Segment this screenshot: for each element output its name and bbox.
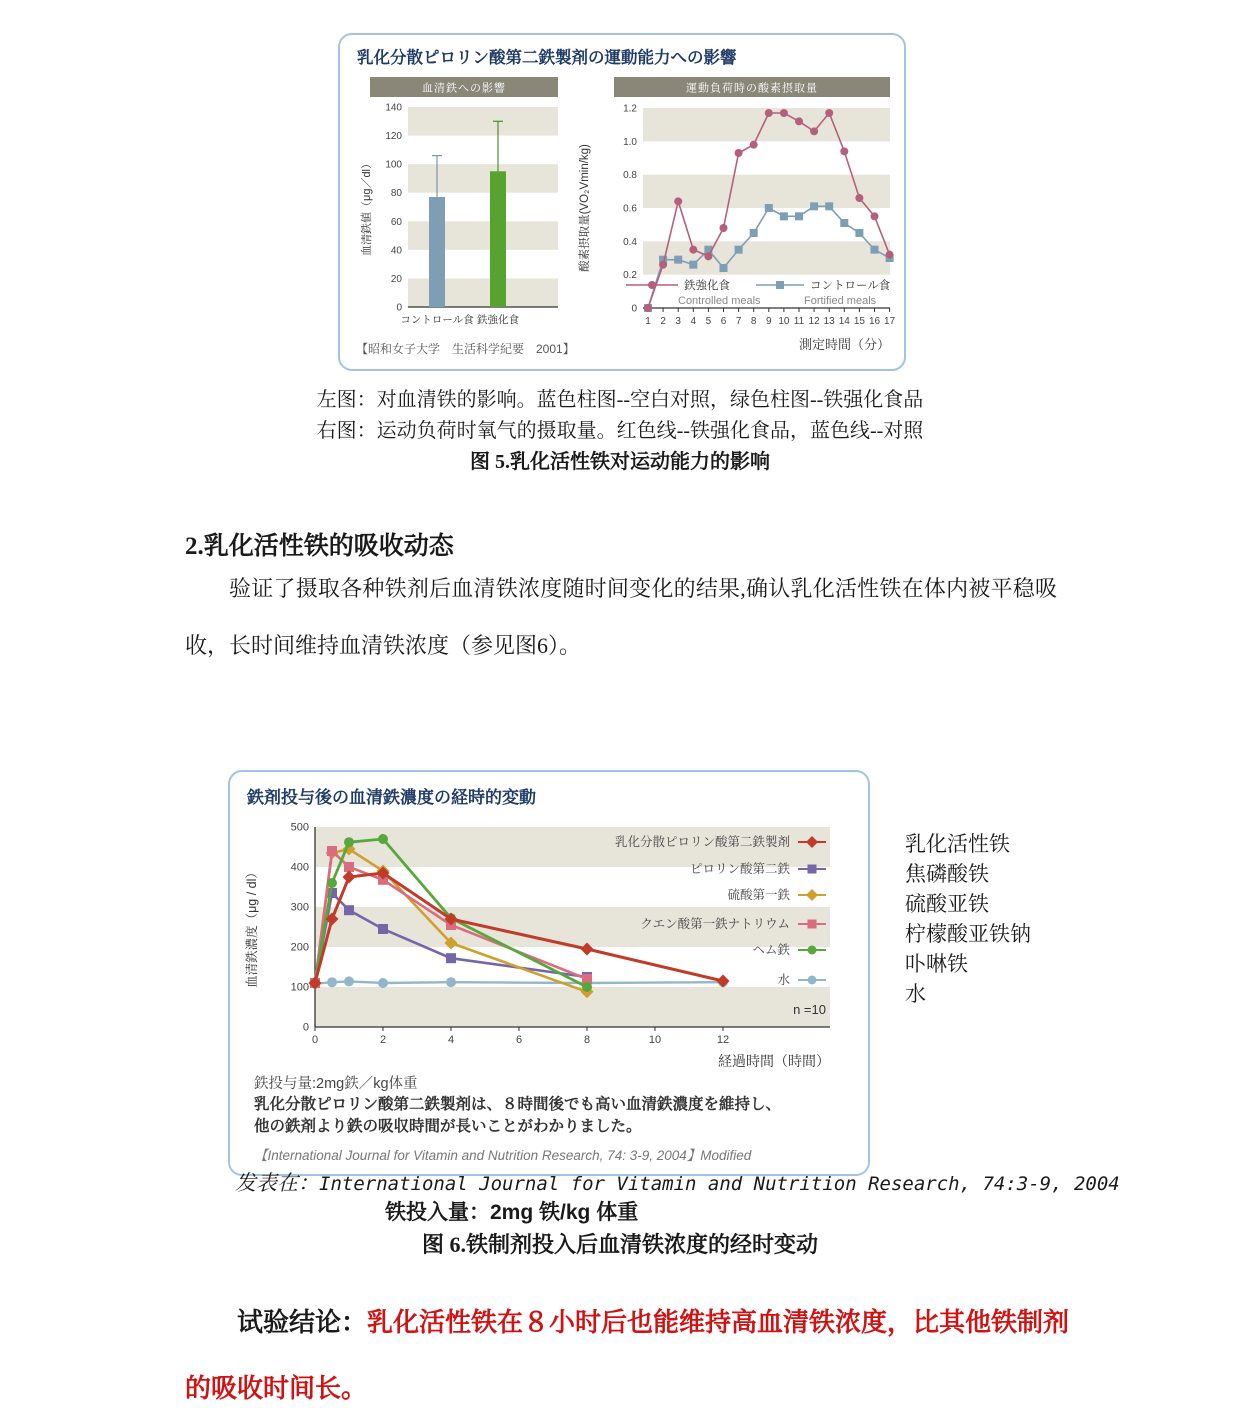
svg-text:100: 100	[290, 981, 309, 994]
svg-text:5: 5	[705, 316, 712, 327]
svg-text:0: 0	[396, 302, 402, 314]
svg-text:Fortified meals: Fortified meals	[804, 295, 877, 307]
figure5-source: 【昭和女子大学 生活科学紀要 2001】	[356, 342, 575, 356]
legend-translation-item: 乳化活性铁	[905, 832, 1010, 856]
legend-translation-item: 硫酸亚铁	[905, 892, 989, 916]
svg-text:0: 0	[311, 1034, 319, 1046]
journal-reference: International Journal for Vitamin and Nutrition Research, 74:3-9, 2004	[319, 1173, 1120, 1195]
svg-text:0.4: 0.4	[623, 236, 637, 248]
svg-text:血清鉄濃度（μg / dl）: 血清鉄濃度（μg / dl）	[245, 866, 259, 988]
svg-text:経過時間（時間）: 経過時間（時間）	[718, 1053, 830, 1069]
svg-text:1: 1	[645, 316, 651, 327]
fig5-oxygen-uptake-line-chart	[566, 77, 898, 359]
svg-text:8: 8	[750, 316, 757, 327]
svg-text:60: 60	[390, 216, 402, 228]
figure5-title: 乳化分散ピロリン酸第二鉄製剤の運動能力への影響	[357, 49, 737, 67]
svg-text:100: 100	[385, 159, 402, 171]
figure6-dose-note: 鉄投与量:2mg鉄／kg体重	[254, 1076, 418, 1092]
figure5-panel	[338, 33, 906, 371]
svg-text:140: 140	[385, 102, 402, 114]
svg-text:乳化分散ピロリン酸第二鉄製剤: 乳化分散ピロリン酸第二鉄製剤	[614, 835, 790, 849]
svg-text:1.2: 1.2	[623, 103, 637, 115]
legend-translation-item: 水	[905, 982, 926, 1006]
svg-text:200: 200	[290, 941, 309, 954]
svg-text:11: 11	[793, 316, 805, 327]
body-paragraph: 验证了摄取各种铁剂后血清铁浓度随时间变化的结果,确认乳化活性铁在体内被平稳吸收，长时间维持血清铁浓度（参见图6）。	[185, 576, 1057, 658]
figure6-note-line2: 他の鉄剤より鉄の吸収時間が長いことがわかりました。	[254, 1118, 642, 1135]
svg-text:16: 16	[868, 316, 881, 327]
figure6-source: 【International Journal for Vitamin and Nutrition Research, 74: 3-9, 2004】Modified	[254, 1148, 752, 1163]
svg-text:8: 8	[583, 1034, 591, 1046]
svg-text:20: 20	[390, 273, 402, 285]
published-in-line	[235, 1167, 1120, 1197]
svg-text:血清鉄への影響: 血清鉄への影響	[422, 82, 506, 95]
legend-translation-item: 柠檬酸亚铁钠	[905, 922, 1031, 946]
svg-text:12: 12	[808, 316, 820, 327]
svg-text:硫酸第一鉄: 硫酸第一鉄	[727, 888, 790, 902]
figure6-note-line1: 乳化分散ピロリン酸第二鉄製剤は、８時間後でも高い血清鉄濃度を維持し、	[254, 1096, 782, 1113]
legend-translation-item: 焦磷酸铁	[905, 862, 989, 886]
svg-text:4: 4	[690, 316, 697, 327]
svg-text:500: 500	[290, 821, 309, 834]
svg-text:0: 0	[631, 303, 637, 315]
svg-text:水: 水	[777, 973, 790, 987]
svg-text:15: 15	[853, 316, 865, 327]
conclusion-label: 试验结论：	[237, 1308, 368, 1337]
svg-text:300: 300	[290, 901, 309, 914]
svg-text:17: 17	[884, 316, 896, 327]
svg-text:コントロール食: コントロール食	[810, 280, 891, 292]
figure5-captions	[0, 385, 1240, 478]
svg-text:13: 13	[823, 316, 835, 327]
fig6-serum-iron-time-course-chart	[230, 810, 872, 1074]
svg-text:2: 2	[660, 316, 666, 327]
figure5-caption-left: 左图：对血清铁的影响。蓝色柱图--空白对照，绿色柱图--铁强化食品	[316, 389, 924, 411]
svg-text:4: 4	[447, 1034, 455, 1046]
iron-dose-line: 铁投入量：2mg 铁/kg 体重	[385, 1201, 639, 1224]
svg-text:80: 80	[390, 188, 402, 200]
svg-text:2: 2	[379, 1034, 387, 1046]
conclusion-paragraph	[185, 1290, 1070, 1414]
svg-text:鉄強化食: 鉄強化食	[477, 314, 519, 326]
svg-text:0.8: 0.8	[623, 170, 637, 182]
fig5-serum-iron-bar-chart	[356, 77, 564, 329]
svg-text:7: 7	[735, 316, 742, 327]
figure5-caption-right: 右图：运动负荷时氧气的摄取量。红色线--铁强化食品，蓝色线--对照	[316, 420, 924, 442]
legend-translation-list	[905, 829, 1031, 1009]
svg-text:0: 0	[302, 1021, 309, 1034]
svg-text:120: 120	[385, 131, 402, 143]
svg-text:1.0: 1.0	[623, 136, 637, 148]
svg-text:酸素摂取量(VO₂Vmin/kg): 酸素摂取量(VO₂Vmin/kg)	[579, 144, 591, 272]
figure5-caption-title: 图 5.乳化活性铁对运动能力的影响	[470, 451, 770, 473]
svg-text:運動負荷時の酸素摂取量: 運動負荷時の酸素摂取量	[686, 82, 818, 95]
section-heading: 2.乳化活性铁的吸收动态	[185, 533, 454, 560]
svg-text:10: 10	[648, 1034, 662, 1046]
published-in-label: 发表在：	[235, 1171, 319, 1195]
svg-text:0.6: 0.6	[623, 203, 637, 215]
svg-text:12: 12	[716, 1034, 730, 1046]
svg-text:Controlled meals: Controlled meals	[678, 295, 761, 307]
figure6-note	[254, 1094, 781, 1138]
svg-text:測定時間（分）: 測定時間（分）	[798, 337, 890, 352]
svg-text:6: 6	[515, 1034, 523, 1046]
svg-text:鉄強化食: 鉄強化食	[684, 280, 730, 292]
svg-text:6: 6	[720, 316, 727, 327]
svg-text:3: 3	[675, 316, 681, 327]
svg-text:ピロリン酸第二鉄: ピロリン酸第二鉄	[689, 862, 790, 876]
figure6-caption-title: 图 6.铁制剂投入后血清铁浓度的经时变动	[421, 1232, 818, 1257]
conclusion-text: 乳化活性铁在８小时后也能维持高血清铁浓度，比其他铁制剂的吸收时间长。	[185, 1308, 1070, 1403]
svg-text:400: 400	[290, 861, 309, 874]
legend-translation-item: 卟啉铁	[905, 952, 968, 976]
svg-text:血清鉄値（μg／dl）: 血清鉄値（μg／dl）	[361, 157, 373, 257]
svg-text:コントロール食: コントロール食	[400, 314, 474, 326]
svg-text:10: 10	[778, 316, 790, 327]
svg-text:14: 14	[838, 316, 850, 327]
svg-text:ヘム鉄: ヘム鉄	[752, 943, 790, 957]
figure6-title: 鉄剤投与後の血清鉄濃度の経時的変動	[247, 788, 536, 807]
svg-text:n =10: n =10	[793, 1002, 826, 1017]
svg-text:40: 40	[390, 245, 402, 257]
svg-text:クエン酸第一鉄ナトリウム: クエン酸第一鉄ナトリウム	[640, 917, 790, 931]
svg-text:9: 9	[766, 316, 772, 327]
svg-text:0.2: 0.2	[623, 270, 637, 282]
figure6-panel	[228, 770, 870, 1176]
